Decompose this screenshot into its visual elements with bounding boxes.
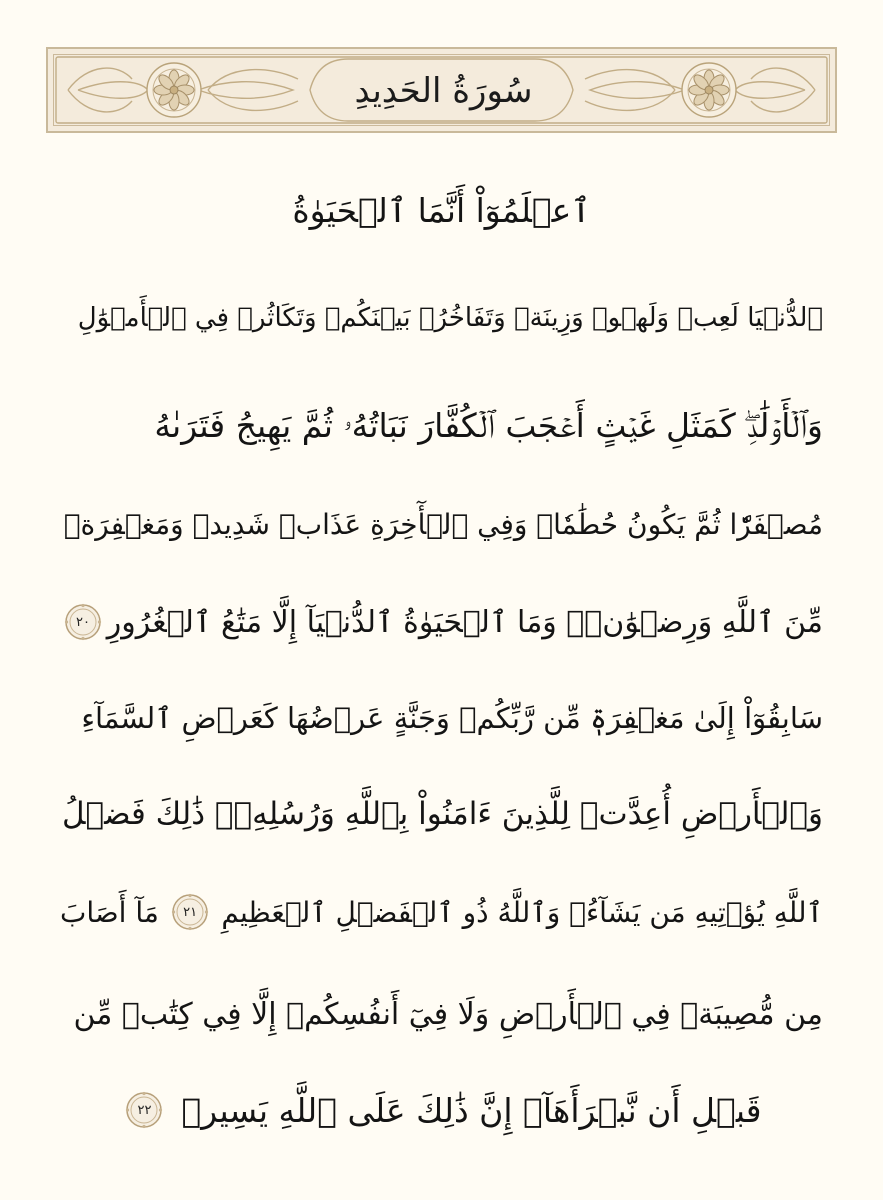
verse-line-3 xyxy=(60,384,823,468)
verse-line-1 xyxy=(60,168,823,252)
ayah-end-marker-icon xyxy=(64,603,102,641)
verse-line-4 xyxy=(60,482,823,566)
verse-text: ٱلدُّنۡيَا لَعِبٞ وَلَهۡوٞ وَزِينَةٞ وَتَفَاخُرُۢ بَيۡنَكُمۡ وَتَكَاثُرٞ فِي ٱلۡأَمۡوَٰلِ xyxy=(77,303,823,333)
verse-text: مِن مُّصِيبَةٖ فِي ٱلۡأَرۡضِ وَلَا فِيٓ أَنفُسِكُمۡ إِلَّا فِي كِتَٰبٖ مِّن xyxy=(73,996,823,1032)
verse-line-5 xyxy=(60,580,823,664)
verse-text: ٱعۡلَمُوٓاْ أَنَّمَا ٱلۡحَيَوٰةُ xyxy=(292,190,591,230)
rosette-ornament-icon xyxy=(147,63,201,117)
verse-text: وَٱلۡأَرۡضِ أُعِدَّتۡ لِلَّذِينَ ءَامَنُواْ بِٱللَّهِ وَرُسُلِهِۦۚ ذَٰلِكَ فَضۡلُ xyxy=(62,796,823,832)
verse-text: سَابِقُوٓاْ إِلَىٰ مَغۡفِرَةٖ مِّن رَّبِّكُمۡ وَجَنَّةٍ عَرۡضُهَا كَعَرۡضِ ٱلسَّمَآءِ xyxy=(81,701,823,735)
verse-text: ٱللَّهِ يُؤۡتِيهِ مَن يَشَآءُۚ وَٱللَّهُ ذُو ٱلۡفَضۡلِ ٱلۡعَظِيمِ xyxy=(221,895,823,929)
verse-line-6 xyxy=(60,676,823,760)
verse-text: مِّنَ ٱللَّهِ وَرِضۡوَٰنٞۚ وَمَا ٱلۡحَيَوٰةُ ٱلدُّنۡيَآ إِلَّا مَتَٰعُ ٱلۡغُرُورِ xyxy=(106,604,823,640)
ayah-end-marker-icon xyxy=(171,893,209,931)
ayah-number: ٢٢ xyxy=(137,1102,152,1118)
verse-text: وَٱلۡأَوۡلَٰدِۖ كَمَثَلِ غَيۡثٍ أَعۡجَبَ ٱلۡكُفَّارَ نَبَاتُهُۥ ثُمَّ يَهِيجُ فَتَرَىٰهُ xyxy=(154,406,823,445)
surah-header-banner xyxy=(46,47,837,133)
ayah-end-marker-icon xyxy=(125,1091,163,1129)
verse-line-8 xyxy=(60,870,823,954)
ayah-number: ٢٠ xyxy=(76,614,90,630)
verse-text: قَبۡلِ أَن نَّبۡرَأَهَآۚ إِنَّ ذَٰلِكَ عَلَى ٱللَّهِ يَسِيرٞ xyxy=(181,1090,762,1130)
verse-text: مَآ أَصَابَ xyxy=(60,895,159,929)
rosette-ornament-icon xyxy=(682,63,736,117)
ayah-number: ٢١ xyxy=(183,904,198,920)
verse-line-7 xyxy=(60,772,823,856)
verse-line-2 xyxy=(60,276,823,360)
verse-line-9 xyxy=(60,972,823,1056)
surah-title: سُورَةُ الحَدِيدِ xyxy=(354,71,533,111)
verse-text: مُصۡفَرّٗا ثُمَّ يَكُونُ حُطَٰمٗاۖ وَفِي ٱلۡأٓخِرَةِ عَذَابٞ شَدِيدٞ وَمَغۡفِرَةٞ xyxy=(63,507,823,541)
verse-line-10 xyxy=(60,1068,823,1152)
